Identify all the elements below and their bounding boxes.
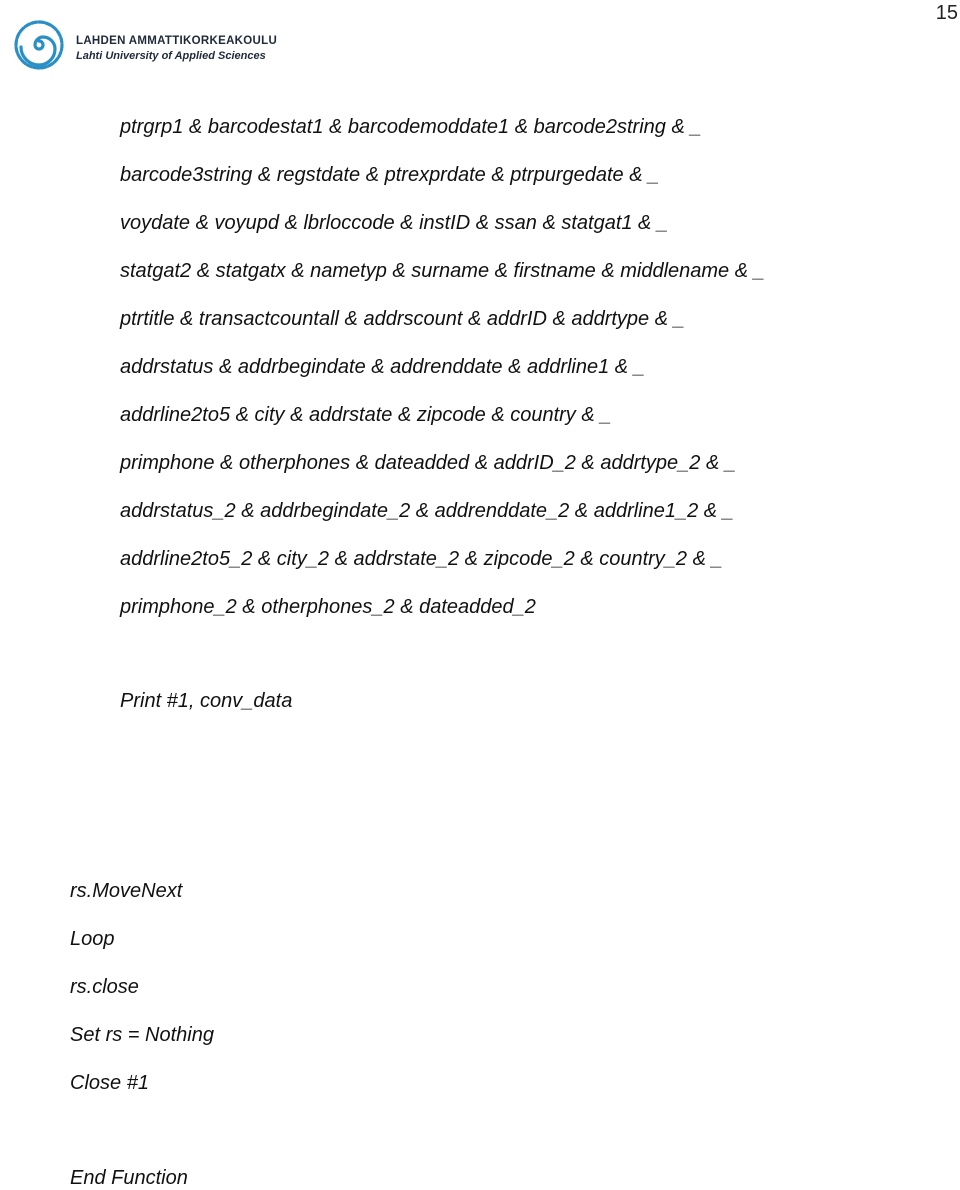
page-number: 15 — [935, 2, 958, 24]
code-line: rs.MoveNext — [70, 880, 183, 902]
code-line: Loop — [70, 928, 115, 950]
code-line: rs.close — [70, 976, 139, 998]
code-line: Set rs = Nothing — [70, 1024, 214, 1046]
university-logo — [10, 15, 280, 75]
print-line: Print #1, conv_data — [120, 690, 293, 712]
code-line: voydate & voyupd & lbrloccode & instID & ssan & statgat1 & _ — [120, 212, 669, 234]
logo-subtitle: Lahti University of Applied Sciences — [76, 50, 266, 62]
logo-name: LAHDEN AMMATTIKORKEAKOULU — [76, 35, 278, 47]
code-line: primphone_2 & otherphones_2 & dateadded_2 — [120, 596, 536, 618]
code-line: barcode3string & regstdate & ptrexprdate & ptrpurgedate & _ — [120, 164, 660, 186]
spiral-logo-icon — [10, 15, 68, 73]
end-function-line: End Function — [70, 1167, 188, 1189]
code-line: addrstatus & addrbegindate & addrenddate & addrline1 & _ — [120, 356, 645, 378]
code-line: ptrgrp1 & barcodestat1 & barcodemoddate1 & barcode2string & _ — [120, 116, 702, 138]
code-line: primphone & otherphones & dateadded & addrID_2 & addrtype_2 & _ — [120, 452, 736, 474]
code-line: Close #1 — [70, 1072, 149, 1094]
code-line: ptrtitle & transactcountall & addrscount & addrID & addrtype & _ — [120, 308, 685, 330]
code-line: addrline2to5_2 & city_2 & addrstate_2 & zipcode_2 & country_2 & _ — [120, 548, 723, 570]
code-line: statgat2 & statgatx & nametyp & surname & firstname & middlename & _ — [120, 260, 765, 282]
code-line: addrline2to5 & city & addrstate & zipcode & country & _ — [120, 404, 612, 426]
code-line: addrstatus_2 & addrbegindate_2 & addrenddate_2 & addrline1_2 & _ — [120, 500, 734, 522]
